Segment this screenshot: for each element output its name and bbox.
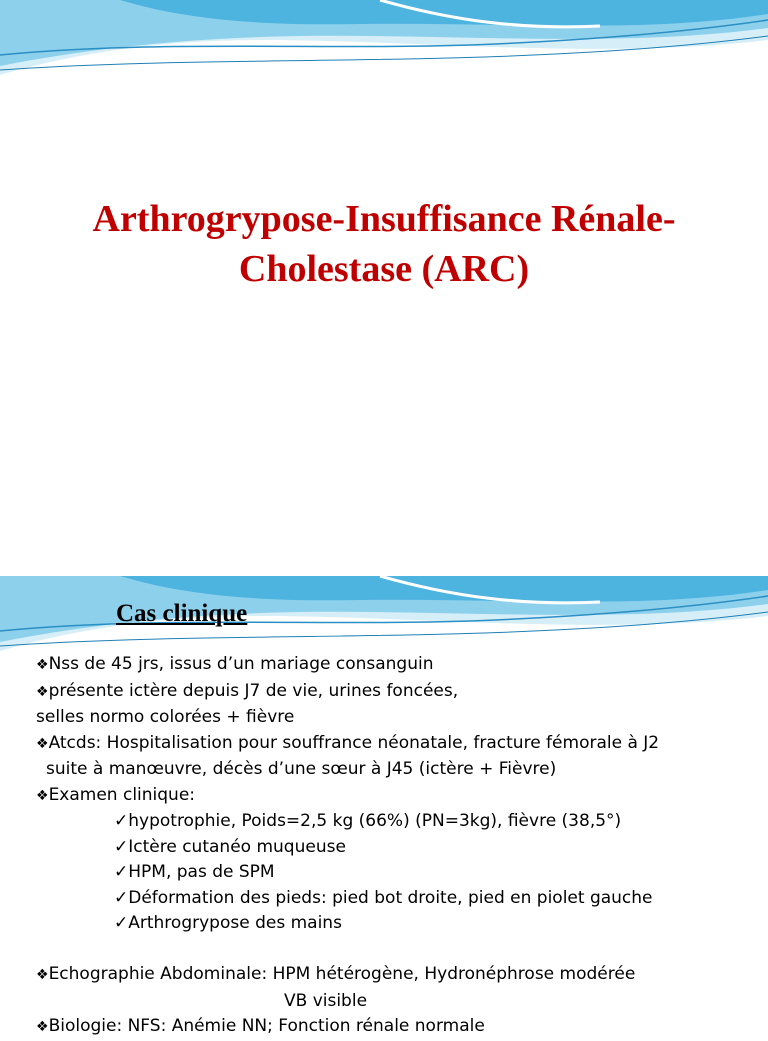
- list-item-text: Biologie: NFS: Anémie NN; Fonction rénale normale: [48, 1016, 485, 1036]
- list-item-continuation: selles normo colorées + fièvre: [36, 707, 295, 727]
- check-icon: ✓: [114, 836, 129, 857]
- list-item: [36, 731, 756, 758]
- bullet-icon: ❖: [36, 1019, 49, 1035]
- spacer: [36, 937, 756, 963]
- list-item-text: Echographie Abdominale: HPM hétérogène, Hydronéphrose modérée: [48, 964, 636, 984]
- check-icon: ✓: [114, 862, 129, 882]
- bullet-icon: ❖: [36, 787, 49, 804]
- case-body: [36, 652, 756, 1041]
- list-item-text: Nss de 45 jrs, issus d’un mariage consanguin: [48, 654, 434, 674]
- check-icon: ✓: [114, 811, 129, 831]
- case-heading: Cas clinique: [116, 600, 248, 627]
- check-icon: ✓: [114, 887, 129, 908]
- check-icon: ✓: [114, 913, 129, 933]
- list-item: [36, 679, 756, 706]
- bullet-icon: ❖: [36, 657, 49, 673]
- list-item: [36, 1014, 756, 1041]
- list-item-text: Examen clinique:: [48, 784, 196, 805]
- sub-list-item: [36, 911, 756, 937]
- slide-title-line1: Arthrogrypose-Insuffisance Rénale-: [92, 198, 676, 240]
- header-wave-decoration: [0, 0, 768, 100]
- list-item: [36, 962, 756, 989]
- sub-list-item: [36, 860, 756, 886]
- bullet-icon: ❖: [36, 735, 49, 752]
- list-item: [36, 652, 756, 679]
- sub-list-item: [36, 835, 756, 861]
- sub-list-item: [36, 886, 756, 912]
- sub-list-item-text: Arthrogrypose des mains: [128, 913, 342, 933]
- case-slide: [0, 576, 768, 1036]
- list-item-continuation: suite à manœuvre, décès d’une sœur à J45 (ictère + Fièvre): [46, 759, 557, 779]
- slide-title-line2: Cholestase (ARC): [238, 248, 530, 290]
- slide-title: [0, 194, 768, 294]
- sub-list-item: [36, 809, 756, 835]
- bullet-icon: ❖: [36, 967, 49, 983]
- sub-list-item-text: Ictère cutanéo muqueuse: [128, 836, 346, 857]
- bullet-icon: ❖: [36, 683, 49, 700]
- list-item-text: présente ictère depuis J7 de vie, urines foncées,: [48, 680, 459, 701]
- sub-list-item-text: HPM, pas de SPM: [128, 862, 275, 882]
- sub-list-item-text: hypotrophie, Poids=2,5 kg (66%) (PN=3kg), fièvre (38,5°): [128, 811, 622, 831]
- sub-list-item-text: Déformation des pieds: pied bot droite, pied en piolet gauche: [128, 887, 653, 908]
- list-item-continuation: VB visible: [284, 990, 368, 1011]
- list-item-text: Atcds: Hospitalisation pour souffrance néonatale, fracture fémorale à J2: [48, 732, 660, 753]
- list-item: [36, 783, 756, 810]
